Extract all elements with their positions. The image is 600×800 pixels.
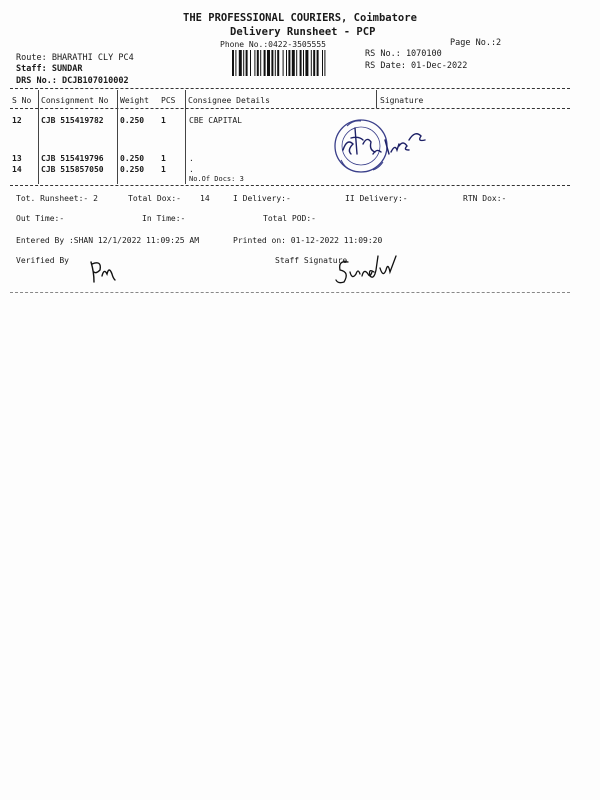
rs-number: RS No.: 1070100 — [365, 49, 442, 59]
row-sno: 12 — [12, 116, 22, 125]
table-top-rule — [10, 88, 570, 89]
column-divider — [117, 90, 118, 184]
row-weight: 0.250 — [120, 116, 145, 125]
column-divider — [185, 90, 186, 184]
total-dox-label: Total Dox:- — [128, 194, 181, 203]
row-consignee: CBE CAPITAL — [189, 116, 242, 125]
no-of-docs: No.Of Docs: 3 — [189, 175, 244, 183]
out-time: Out Time:- — [16, 214, 65, 223]
col-header-pcs: PCS — [161, 96, 176, 105]
delivery-stamp-icon — [333, 110, 433, 188]
staff-label: Staff: SUNDAR — [16, 64, 83, 74]
row-consignment: CJB 515857050 — [41, 165, 104, 174]
col-header-consignment: Consignment No — [41, 96, 109, 105]
entered-by: Entered By :SHAN 12/1/2022 11:09:25 AM — [16, 236, 200, 245]
column-divider — [38, 90, 39, 184]
total-dox-value: 14 — [200, 194, 210, 203]
route-label: Route: BHARATHI CLY PC4 — [16, 53, 134, 63]
i-delivery: I Delivery:- — [233, 194, 291, 203]
col-header-signature: Signature — [380, 96, 424, 105]
verified-by-label: Verified By — [16, 256, 69, 265]
row-sno: 13 — [12, 154, 22, 163]
drs-number: DRS No.: DCJB107010002 — [16, 76, 129, 86]
row-pcs: 1 — [161, 154, 166, 163]
table-header-rule — [10, 108, 570, 109]
verifier-signature-icon — [88, 258, 128, 286]
document-title: Delivery Runsheet - PCP — [230, 26, 376, 38]
row-sno: 14 — [12, 165, 22, 174]
rs-date: RS Date: 01-Dec-2022 — [365, 61, 468, 71]
total-pod: Total POD:- — [263, 214, 316, 223]
in-time: In Time:- — [142, 214, 186, 223]
row-consignee: . — [189, 154, 194, 163]
row-consignee: . — [189, 165, 194, 174]
company-name: THE PROFESSIONAL COURIERS, Coimbatore — [183, 12, 417, 24]
page-number: Page No.:2 — [450, 38, 502, 48]
rtn-dox: RTN Dox:- — [463, 194, 507, 203]
staff-signature-label: Staff Signature — [275, 256, 348, 265]
row-weight: 0.250 — [120, 154, 145, 163]
row-consignment: CJB 515419796 — [41, 154, 104, 163]
phone-number: Phone No.:0422-3505555 — [220, 40, 326, 49]
printed-on: Printed on: 01-12-2022 11:09:20 — [233, 236, 383, 245]
row-pcs: 1 — [161, 116, 166, 125]
column-divider — [376, 90, 377, 108]
page-bottom-rule — [10, 292, 570, 293]
barcode-icon — [232, 50, 355, 76]
col-header-weight: Weight — [120, 96, 149, 105]
row-consignment: CJB 515419782 — [41, 116, 104, 125]
tot-runsheet: Tot. Runsheet:- 2 — [16, 194, 98, 203]
row-pcs: 1 — [161, 165, 166, 174]
staff-signature-icon — [330, 250, 410, 290]
col-header-consignee: Consignee Details — [188, 96, 270, 105]
col-header-sno: S No — [12, 96, 32, 105]
ii-delivery: II Delivery:- — [345, 194, 408, 203]
row-weight: 0.250 — [120, 165, 145, 174]
table-bottom-rule — [10, 185, 570, 186]
